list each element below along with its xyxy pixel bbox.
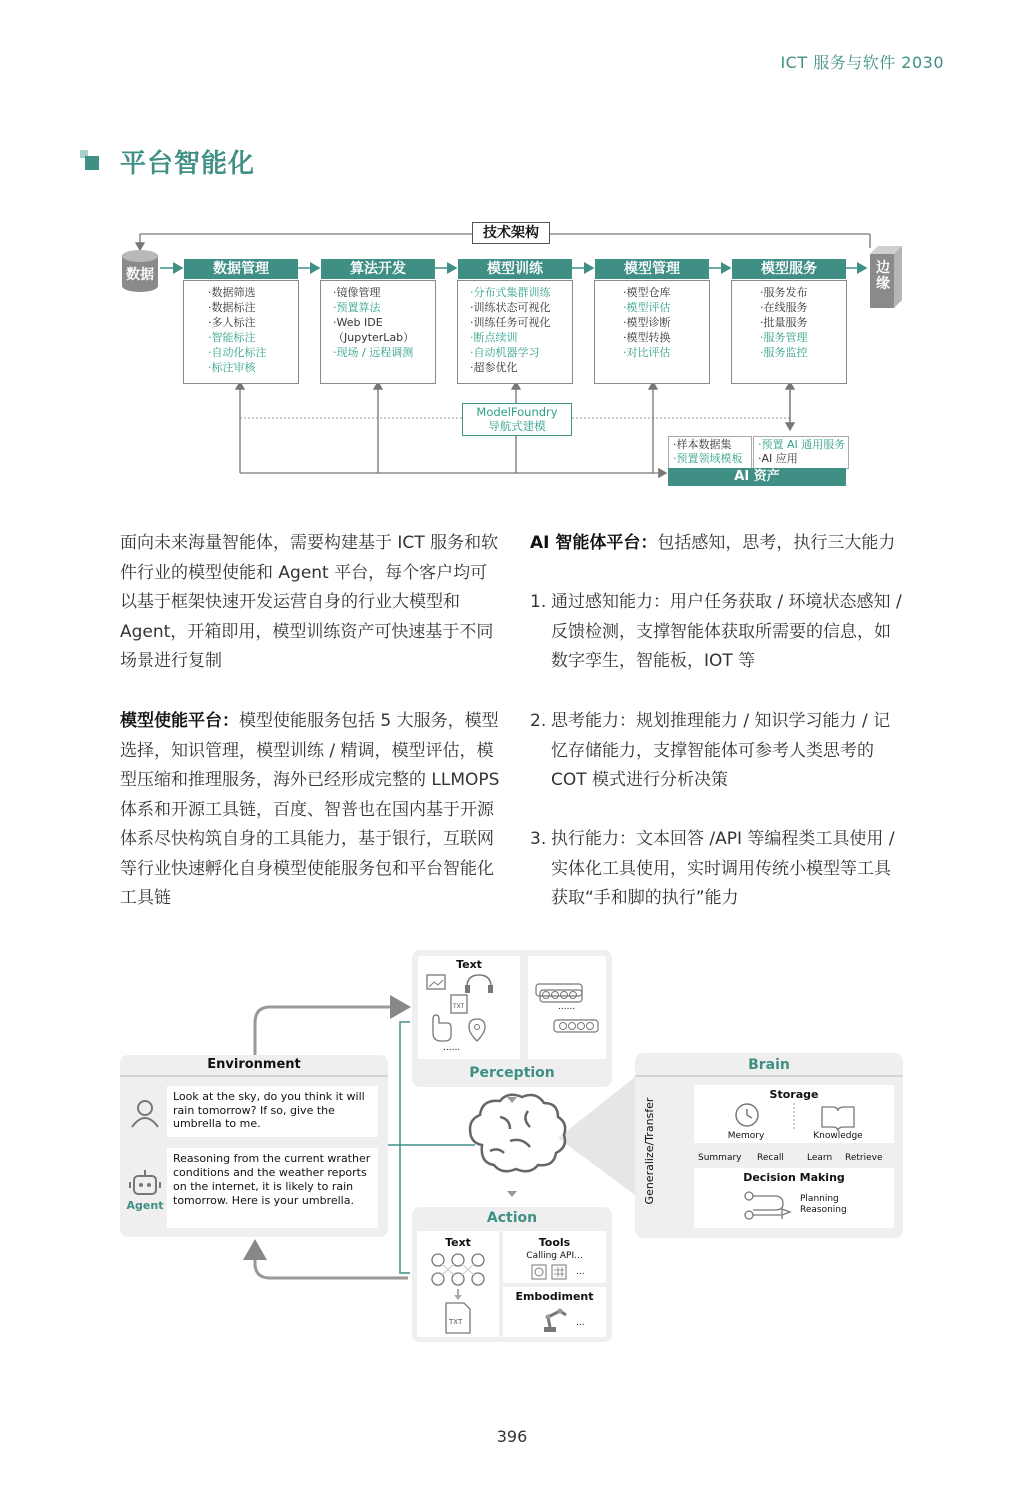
stage-item: ·服务监控: [760, 346, 808, 359]
list-number: 2.: [530, 711, 547, 731]
asset-item: ·样本数据集: [673, 438, 732, 451]
list-number: 3.: [530, 829, 547, 849]
tools-label: Tools: [538, 1236, 571, 1249]
decision-label: Decision Making: [743, 1171, 845, 1184]
action-title: Action: [486, 1210, 538, 1226]
stage-item: ·服务管理: [760, 331, 808, 344]
user-icon: [130, 1098, 160, 1128]
list-item: [530, 588, 910, 678]
model-platform-paragraph: [120, 707, 500, 914]
modelfoundry-desc: 导航式建模: [488, 419, 546, 433]
agent-message: Reasoning from the current wrather conditions and the weather reports on the internet, it is likely to rain tomorrow. Here is your umbrella.: [167, 1148, 378, 1228]
list-text: 执行能力：文本回答 /API 等编程类工具使用 / 实体化工具使用，实时调用传统小模型等工具获取“手和脚的执行”能力: [551, 829, 895, 908]
stage-item: ·预置算法: [333, 301, 381, 314]
stage-box-data: [183, 280, 299, 384]
summary-label: Summary: [698, 1153, 742, 1163]
stage-item: ·数据筛选: [208, 286, 256, 299]
reasoning-label: Reasoning: [800, 1205, 847, 1215]
embodiment-label: Embodiment: [515, 1290, 594, 1303]
perception-ellipsis: ......: [443, 1043, 461, 1053]
stage-box-model: [594, 280, 710, 384]
stage-title-service: 模型服务: [732, 259, 846, 279]
stage-item: ·自动机器学习: [470, 346, 540, 359]
encoding-ellipsis: ......: [558, 1002, 576, 1012]
stage-item: ·现场 / 远程调测: [333, 346, 414, 359]
stage-item: （JupyterLab）: [333, 331, 415, 344]
section-bullet-icon: [80, 150, 102, 172]
list-item: [530, 825, 910, 915]
model-platform-body: 模型使能服务包括 5 大服务，模型选择，知识管理，模型训练 / 精调，模型评估，模型压缩和推理服务，海外已经形成完整的 LLMOPS 体系和开源工具链，百度、智普也在国内基于开源体系尽快构筑自身的工具能力，基于银行，互联网等行业快速孵化自身模型使能服务包和平台智能化工具链: [120, 711, 500, 908]
agent-platform-intro: [530, 529, 910, 559]
section-title: 平台智能化: [120, 149, 256, 179]
agent-platform-summary: 包括感知，思考，执行三大能力: [657, 533, 896, 553]
robot-icon: [128, 1168, 162, 1198]
asset-item: ·预置 AI 通用服务: [758, 438, 846, 451]
brain-divider: [635, 1075, 903, 1077]
environment-divider: [120, 1075, 388, 1077]
stage-item: ·自动化标注: [208, 346, 267, 359]
stage-item: ·训练状态可视化: [470, 301, 551, 314]
ai-assets-left: [668, 436, 752, 469]
stage-title-train: 模型训练: [458, 259, 572, 279]
ai-assets-title: AI 资产: [668, 468, 846, 486]
text-generation-icon: [424, 1251, 492, 1335]
stage-item: ·多人标注: [208, 316, 256, 329]
stage-item: ·镜像管理: [333, 286, 381, 299]
list-text: 思考能力：规划推理能力 / 知识学习能力 / 记忆存储能力，支撑智能体可参考人类思考的 COT 模式进行分析决策: [551, 711, 891, 790]
planning-label: Planning: [800, 1194, 839, 1204]
asset-item: ·AI 应用: [758, 452, 798, 465]
retrieve-label: Retrieve: [845, 1153, 883, 1163]
ai-assets-right: [753, 436, 849, 469]
modelfoundry-box: [462, 403, 572, 436]
asset-item: ·预置领域模板: [673, 452, 743, 465]
stage-title-model: 模型管理: [595, 259, 709, 279]
stage-item: ·断点续训: [470, 331, 518, 344]
embodiment-ellipsis: ...: [576, 1318, 585, 1328]
stage-item: ·智能标注: [208, 331, 256, 344]
svg-text:TXT: TXT: [449, 1318, 463, 1326]
edge-label: 边缘: [876, 260, 890, 292]
storage-label: Storage: [769, 1088, 819, 1101]
stage-box-algo: [320, 280, 436, 384]
storage-icons: [730, 1101, 860, 1131]
perception-title: Perception: [469, 1065, 555, 1081]
recall-label: Recall: [757, 1153, 784, 1163]
stage-item: ·服务发布: [760, 286, 808, 299]
modelfoundry-name: ModelFoundry: [476, 405, 558, 419]
tools-icons: [530, 1263, 570, 1281]
stage-item: ·模型转换: [623, 331, 671, 344]
stage-box-train: [457, 280, 573, 384]
stage-item: ·标注审核: [208, 361, 256, 374]
list-item: [530, 707, 910, 797]
perception-inputs-icon: [423, 971, 515, 1053]
agent-platform-heading: AI 智能体平台：: [530, 533, 658, 553]
stage-item: ·数据标注: [208, 301, 256, 314]
stage-item: ·对比评估: [623, 346, 671, 359]
perception-text-label: Text: [456, 958, 482, 971]
memory-label: Memory: [727, 1131, 765, 1141]
learn-label: Learn: [807, 1153, 833, 1163]
model-platform-heading: 模型使能平台：: [120, 711, 239, 731]
stage-item: ·模型诊断: [623, 316, 671, 329]
list-number: 1.: [530, 592, 547, 612]
tools-ellipsis: ...: [576, 1267, 585, 1277]
tech-architecture-label: 技术架构: [472, 222, 550, 244]
page-number: 396: [496, 1427, 528, 1446]
agent-label: Agent: [126, 1199, 164, 1212]
stage-title-data: 数据管理: [184, 259, 298, 279]
architecture-diagram: [110, 220, 910, 495]
running-header: ICT 服务与软件 2030: [780, 53, 944, 72]
knowledge-label: Knowledge: [813, 1131, 863, 1141]
environment-title: Environment: [207, 1057, 301, 1072]
brain-icon: [470, 1095, 565, 1172]
list-text: 通过感知能力：用户任务获取 / 环境状态感知 / 反馈检测，支撑智能体获取所需要的信息，如数字孪生，智能板，IOT 等: [551, 592, 902, 671]
intro-paragraph: 面向未来海量智能体，需要构建基于 ICT 服务和软件行业的模型使能和 Agent 平台，每个客户均可以基于框架快速开发运营自身的行业大模型和 Agent，开箱即用，模型训练资产可快速基于不同场景进行复制: [120, 533, 499, 671]
robot-arm-icon: [540, 1305, 570, 1333]
action-text-label: Text: [445, 1236, 471, 1249]
stage-title-algo: 算法开发: [321, 259, 435, 279]
data-label: 数据: [126, 267, 154, 283]
agent-framework-diagram: [110, 945, 910, 1345]
user-message: Look at the sky, do you think it will rain tomorrow? If so, give the umbrella to me.: [167, 1086, 378, 1137]
generalize-label: Generalize/Transfer: [643, 1097, 656, 1205]
calling-api-label: Calling API...: [526, 1251, 583, 1261]
stage-item: ·分布式集群训练: [470, 286, 551, 299]
stage-item: ·Web IDE: [333, 316, 383, 329]
stage-item: ·训练任务可视化: [470, 316, 551, 329]
stage-item: ·超参优化: [470, 361, 518, 374]
brain-title: Brain: [748, 1057, 790, 1073]
stage-item: ·在线服务: [760, 301, 808, 314]
stage-item: ·模型仓库: [623, 286, 671, 299]
stage-box-service: [731, 280, 847, 384]
stage-item: ·模型评估: [623, 301, 671, 314]
planning-icon: [742, 1189, 794, 1223]
svg-text:TXT: TXT: [453, 1003, 465, 1010]
stage-item: ·批量服务: [760, 316, 808, 329]
